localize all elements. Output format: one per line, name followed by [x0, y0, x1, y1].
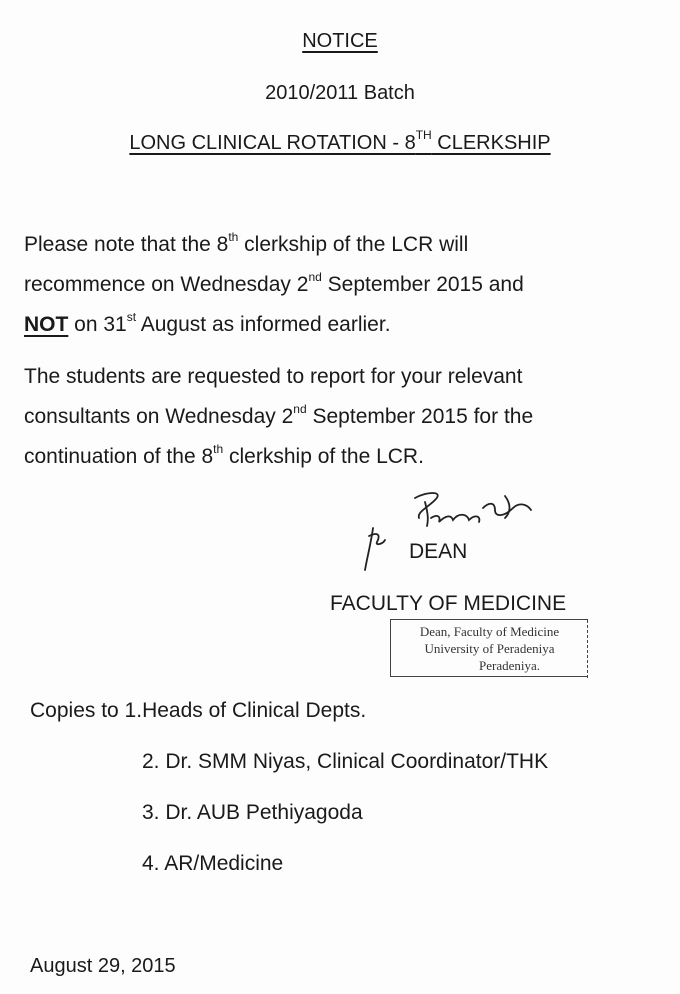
notice-title: NOTICE: [302, 30, 378, 52]
paragraph-2-line-1: The students are requested to report for your relevant: [24, 365, 523, 388]
stamp-edge: [586, 620, 588, 678]
batch-heading: [0, 82, 680, 105]
text: clerkship of the LCR.: [223, 445, 424, 468]
text: recommence on Wednesday 2: [24, 273, 309, 296]
copy-item: 4. AR/Medicine: [142, 852, 284, 875]
not-emphasis: NOT: [24, 313, 69, 336]
stamp-line-3: Peradeniya.: [478, 658, 540, 673]
rotation-title-part2: CLERKSHIP: [431, 132, 551, 154]
text: consultants on Wednesday 2: [24, 405, 294, 428]
text: August as informed earlier.: [136, 313, 391, 336]
notice-heading: [0, 30, 680, 53]
sup: th: [213, 442, 224, 456]
copy-item: 2. Dr. SMM Niyas, Clinical Coordinator/THK: [142, 750, 549, 773]
sup: nd: [308, 270, 322, 284]
paragraph-2-line-2: [24, 397, 654, 437]
paragraph-1: [24, 225, 654, 345]
dean-office-stamp: [390, 619, 588, 677]
copies-to-line: Copies to 1.Heads of Clinical Depts.: [30, 699, 367, 722]
paragraph-1-line-1: [24, 225, 654, 265]
copy-item: 3. Dr. AUB Pethiyagoda: [142, 801, 363, 824]
dean-label: DEAN: [409, 540, 468, 563]
paragraph-2-line-3: [24, 437, 654, 477]
text: Please note that the 8: [24, 233, 229, 256]
rotation-title-sup: TH: [415, 128, 432, 143]
paragraph-2: [24, 357, 654, 477]
rotation-title-part1: LONG CLINICAL ROTATION - 8: [129, 132, 416, 154]
stamp-line-1: Dean, Faculty of Medicine: [419, 624, 560, 639]
stamp-line-2: University of Peradeniya: [424, 641, 555, 656]
rotation-title: [129, 128, 551, 154]
faculty-label: FACULTY OF MEDICINE: [330, 592, 567, 615]
batch-label: 2010/2011 Batch: [265, 82, 415, 104]
sup: st: [126, 310, 137, 324]
handwritten-signature: [355, 488, 555, 578]
text: clerkship of the LCR will: [238, 233, 469, 256]
paragraph-1-line-3: [24, 305, 654, 345]
sup: nd: [293, 402, 307, 416]
text: on 31: [68, 313, 127, 336]
sup: th: [228, 230, 239, 244]
notice-date: August 29, 2015: [30, 955, 176, 977]
text: continuation of the 8: [24, 445, 214, 468]
text: September 2015 for the: [306, 405, 534, 428]
rotation-heading: [0, 128, 680, 155]
paragraph-1-line-2: [24, 265, 654, 305]
text: September 2015 and: [321, 273, 524, 296]
